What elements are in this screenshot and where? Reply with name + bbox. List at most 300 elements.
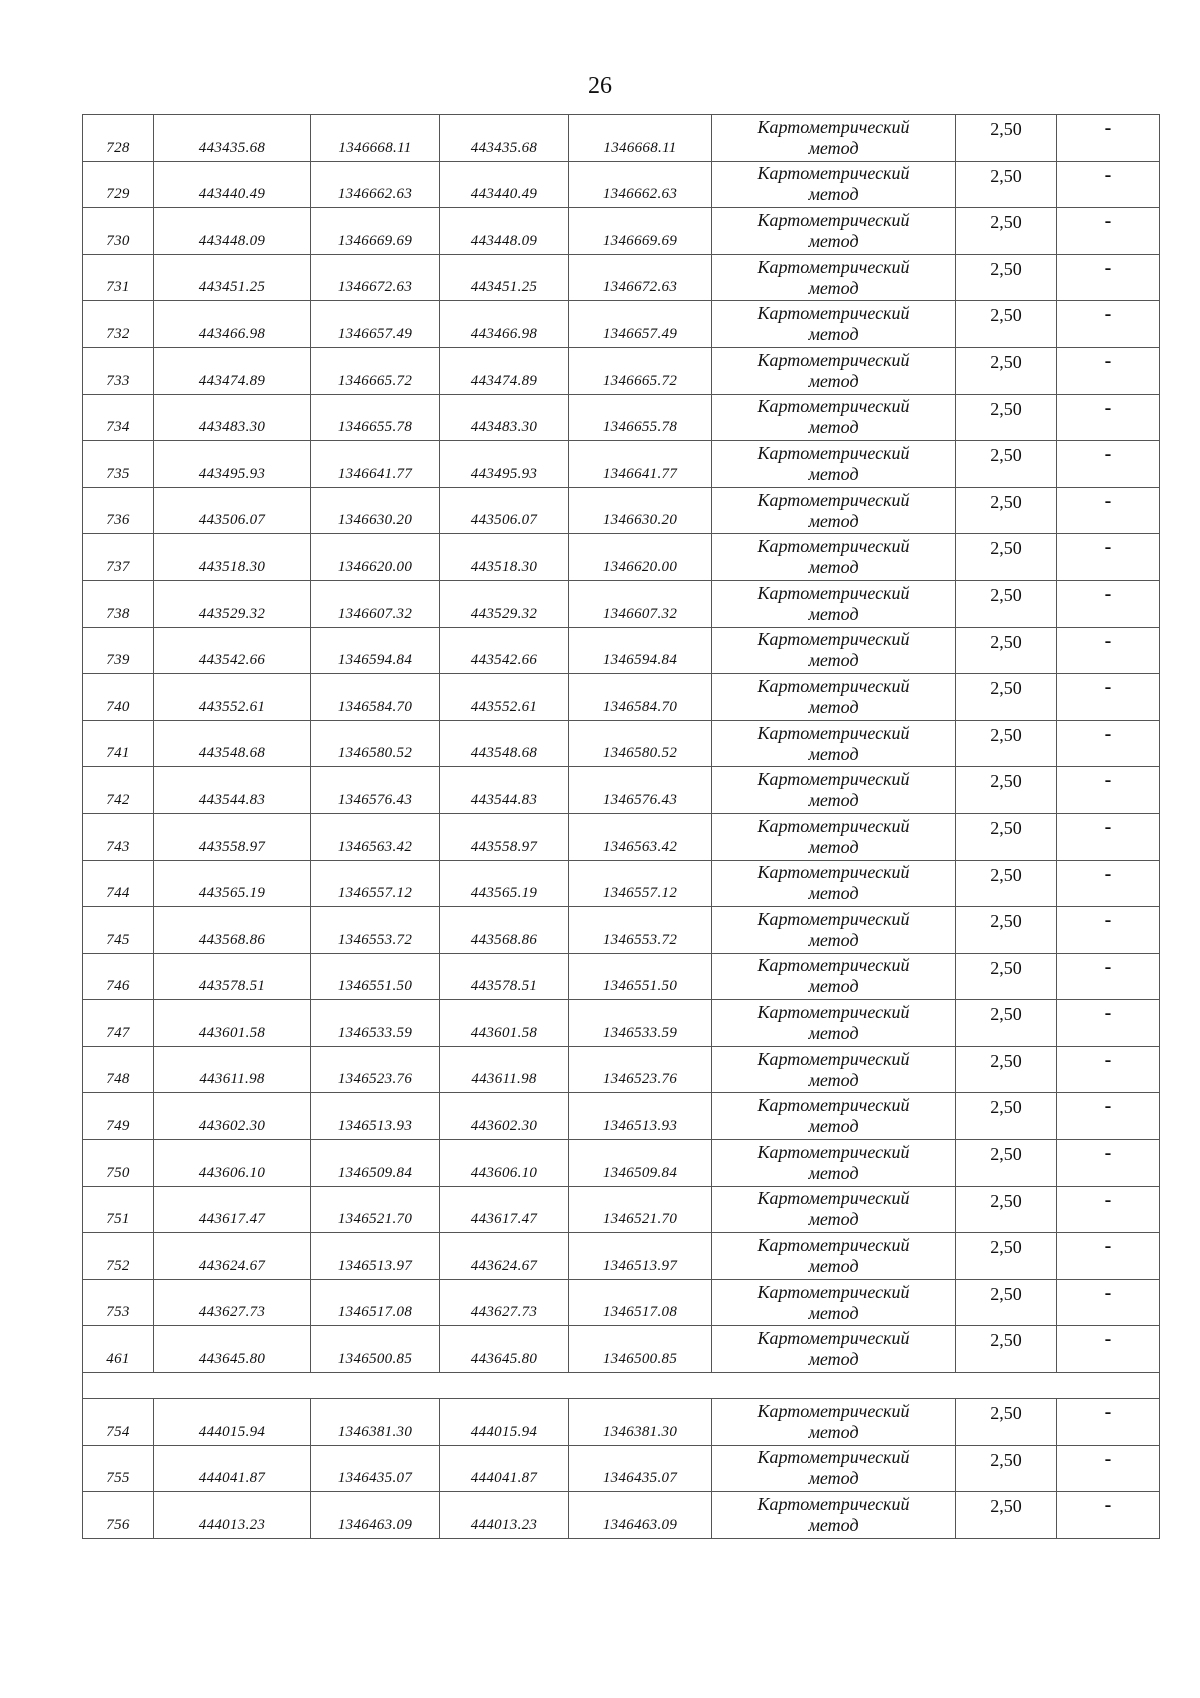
method-cell <box>712 1093 956 1140</box>
description-cell: - <box>1057 1492 1160 1539</box>
x-coordinate-cell: 443565.19 <box>154 860 311 907</box>
point-number-cell: 749 <box>83 1093 154 1140</box>
method-line-2: метод <box>808 929 859 950</box>
x-coordinate-cell: 443606.10 <box>154 1140 311 1187</box>
x-coordinate-new-cell: 443552.61 <box>440 674 569 721</box>
method-line-1: Картометрический <box>757 1188 910 1209</box>
method-cell <box>712 1445 956 1492</box>
y-coordinate-cell: 1346657.49 <box>311 301 440 348</box>
method-line-1: Картометрический <box>757 955 910 976</box>
method-cell <box>712 301 956 348</box>
x-coordinate-new-cell: 443565.19 <box>440 860 569 907</box>
x-coordinate-new-cell: 443435.68 <box>440 115 569 162</box>
y-coordinate-cell: 1346463.09 <box>311 1492 440 1539</box>
method-cell <box>712 347 956 394</box>
description-cell: - <box>1057 254 1160 301</box>
description-cell: - <box>1057 115 1160 162</box>
y-coordinate-new-cell: 1346584.70 <box>569 674 712 721</box>
method-line-1: Картометрический <box>757 815 910 836</box>
x-coordinate-cell: 443645.80 <box>154 1326 311 1373</box>
precision-cell: 2,50 <box>956 767 1057 814</box>
point-number-cell: 750 <box>83 1140 154 1187</box>
precision-cell: 2,50 <box>956 813 1057 860</box>
description-cell: - <box>1057 1000 1160 1047</box>
x-coordinate-cell: 443506.07 <box>154 487 311 534</box>
x-coordinate-cell: 443601.58 <box>154 1000 311 1047</box>
point-number-cell: 747 <box>83 1000 154 1047</box>
table-row <box>83 487 1160 534</box>
x-coordinate-new-cell: 443645.80 <box>440 1326 569 1373</box>
table-row <box>83 1046 1160 1093</box>
precision-cell: 2,50 <box>956 1186 1057 1233</box>
y-coordinate-cell: 1346662.63 <box>311 161 440 208</box>
x-coordinate-new-cell: 443617.47 <box>440 1186 569 1233</box>
method-line-2: метод <box>808 1421 859 1442</box>
y-coordinate-cell: 1346665.72 <box>311 347 440 394</box>
y-coordinate-cell: 1346668.11 <box>311 115 440 162</box>
precision-cell: 2,50 <box>956 860 1057 907</box>
description-cell: - <box>1057 1093 1160 1140</box>
description-cell: - <box>1057 720 1160 767</box>
precision-cell: 2,50 <box>956 674 1057 721</box>
y-coordinate-new-cell: 1346607.32 <box>569 580 712 627</box>
x-coordinate-new-cell: 443558.97 <box>440 813 569 860</box>
y-coordinate-cell: 1346509.84 <box>311 1140 440 1187</box>
x-coordinate-new-cell: 443529.32 <box>440 580 569 627</box>
method-cell <box>712 1492 956 1539</box>
point-number-cell: 738 <box>83 580 154 627</box>
method-cell <box>712 1279 956 1326</box>
method-cell <box>712 161 956 208</box>
method-line-2: метод <box>808 1349 859 1370</box>
point-number-cell: 754 <box>83 1399 154 1446</box>
table-row <box>83 161 1160 208</box>
y-coordinate-new-cell: 1346668.11 <box>569 115 712 162</box>
method-cell <box>712 394 956 441</box>
method-line-2: метод <box>808 463 859 484</box>
y-coordinate-cell: 1346641.77 <box>311 441 440 488</box>
point-number-cell: 728 <box>83 115 154 162</box>
table-row <box>83 907 1160 954</box>
y-coordinate-cell: 1346381.30 <box>311 1399 440 1446</box>
description-cell: - <box>1057 1186 1160 1233</box>
method-line-1: Картометрический <box>757 769 910 790</box>
x-coordinate-cell: 443448.09 <box>154 208 311 255</box>
description-cell: - <box>1057 627 1160 674</box>
point-number-cell: 742 <box>83 767 154 814</box>
y-coordinate-cell: 1346533.59 <box>311 1000 440 1047</box>
x-coordinate-cell: 443552.61 <box>154 674 311 721</box>
description-cell: - <box>1057 1279 1160 1326</box>
x-coordinate-new-cell: 443483.30 <box>440 394 569 441</box>
point-number-cell: 732 <box>83 301 154 348</box>
x-coordinate-cell: 443474.89 <box>154 347 311 394</box>
x-coordinate-cell: 443578.51 <box>154 953 311 1000</box>
description-cell: - <box>1057 394 1160 441</box>
x-coordinate-cell: 444015.94 <box>154 1399 311 1446</box>
method-cell <box>712 907 956 954</box>
x-coordinate-new-cell: 443624.67 <box>440 1233 569 1280</box>
method-line-1: Картометрический <box>757 163 910 184</box>
precision-cell: 2,50 <box>956 487 1057 534</box>
method-line-2: метод <box>808 1302 859 1323</box>
method-line-1: Картометрический <box>757 1328 910 1349</box>
y-coordinate-new-cell: 1346513.97 <box>569 1233 712 1280</box>
method-line-2: метод <box>808 510 859 531</box>
y-coordinate-new-cell: 1346630.20 <box>569 487 712 534</box>
point-number-cell: 736 <box>83 487 154 534</box>
y-coordinate-new-cell: 1346553.72 <box>569 907 712 954</box>
description-cell: - <box>1057 301 1160 348</box>
x-coordinate-new-cell: 443495.93 <box>440 441 569 488</box>
point-number-cell: 733 <box>83 347 154 394</box>
method-line-1: Картометрический <box>757 1281 910 1302</box>
method-line-1: Картометрический <box>757 722 910 743</box>
table-row <box>83 720 1160 767</box>
y-coordinate-cell: 1346584.70 <box>311 674 440 721</box>
y-coordinate-new-cell: 1346620.00 <box>569 534 712 581</box>
point-number-cell: 734 <box>83 394 154 441</box>
method-line-1: Картометрический <box>757 1048 910 1069</box>
method-line-2: метод <box>808 696 859 717</box>
y-coordinate-new-cell: 1346594.84 <box>569 627 712 674</box>
method-line-1: Картометрический <box>757 349 910 370</box>
method-cell <box>712 1233 956 1280</box>
method-line-1: Картометрический <box>757 536 910 557</box>
method-line-1: Картометрический <box>757 1494 910 1515</box>
y-coordinate-cell: 1346655.78 <box>311 394 440 441</box>
table-row <box>83 534 1160 581</box>
y-coordinate-new-cell: 1346517.08 <box>569 1279 712 1326</box>
x-coordinate-new-cell: 444015.94 <box>440 1399 569 1446</box>
x-coordinate-new-cell: 443606.10 <box>440 1140 569 1187</box>
y-coordinate-cell: 1346576.43 <box>311 767 440 814</box>
x-coordinate-cell: 443624.67 <box>154 1233 311 1280</box>
y-coordinate-new-cell: 1346509.84 <box>569 1140 712 1187</box>
table-row <box>83 1399 1160 1446</box>
x-coordinate-cell: 443627.73 <box>154 1279 311 1326</box>
point-number-cell: 739 <box>83 627 154 674</box>
x-coordinate-cell: 443529.32 <box>154 580 311 627</box>
page-number: 26 <box>588 73 612 99</box>
table-row <box>83 301 1160 348</box>
x-coordinate-cell: 443611.98 <box>154 1046 311 1093</box>
y-coordinate-new-cell: 1346662.63 <box>569 161 712 208</box>
y-coordinate-new-cell: 1346551.50 <box>569 953 712 1000</box>
description-cell: - <box>1057 441 1160 488</box>
table-row <box>83 1140 1160 1187</box>
table-row <box>83 627 1160 674</box>
precision-cell: 2,50 <box>956 1279 1057 1326</box>
x-coordinate-new-cell: 443518.30 <box>440 534 569 581</box>
y-coordinate-cell: 1346521.70 <box>311 1186 440 1233</box>
table-row <box>83 1233 1160 1280</box>
method-line-2: метод <box>808 1116 859 1137</box>
precision-cell: 2,50 <box>956 1233 1057 1280</box>
method-line-2: метод <box>808 230 859 251</box>
precision-cell: 2,50 <box>956 394 1057 441</box>
y-coordinate-cell: 1346435.07 <box>311 1445 440 1492</box>
x-coordinate-new-cell: 443440.49 <box>440 161 569 208</box>
y-coordinate-new-cell: 1346657.49 <box>569 301 712 348</box>
method-cell <box>712 441 956 488</box>
table-row <box>83 860 1160 907</box>
table-row <box>83 208 1160 255</box>
method-line-2: метод <box>808 976 859 997</box>
x-coordinate-new-cell: 443544.83 <box>440 767 569 814</box>
method-line-2: метод <box>808 743 859 764</box>
method-line-2: метод <box>808 1069 859 1090</box>
method-line-2: метод <box>808 1023 859 1044</box>
y-coordinate-cell: 1346594.84 <box>311 627 440 674</box>
x-coordinate-cell: 444041.87 <box>154 1445 311 1492</box>
method-line-1: Картометрический <box>757 442 910 463</box>
description-cell: - <box>1057 1140 1160 1187</box>
table-row <box>83 441 1160 488</box>
precision-cell: 2,50 <box>956 1093 1057 1140</box>
method-line-1: Картометрический <box>757 1095 910 1116</box>
method-line-1: Картометрический <box>757 1002 910 1023</box>
table-row <box>83 580 1160 627</box>
description-cell: - <box>1057 813 1160 860</box>
method-line-2: метод <box>808 790 859 811</box>
x-coordinate-new-cell: 444041.87 <box>440 1445 569 1492</box>
method-line-2: метод <box>808 137 859 158</box>
method-line-1: Картометрический <box>757 1235 910 1256</box>
description-cell: - <box>1057 1233 1160 1280</box>
coordinates-table <box>82 114 1160 1539</box>
precision-cell: 2,50 <box>956 1140 1057 1187</box>
method-line-2: метод <box>808 1209 859 1230</box>
x-coordinate-cell: 443617.47 <box>154 1186 311 1233</box>
precision-cell: 2,50 <box>956 301 1057 348</box>
precision-cell: 2,50 <box>956 254 1057 301</box>
y-coordinate-new-cell: 1346672.63 <box>569 254 712 301</box>
method-cell <box>712 580 956 627</box>
point-number-cell: 753 <box>83 1279 154 1326</box>
x-coordinate-cell: 443542.66 <box>154 627 311 674</box>
precision-cell: 2,50 <box>956 1046 1057 1093</box>
point-number-cell: 748 <box>83 1046 154 1093</box>
method-line-1: Картометрический <box>757 582 910 603</box>
point-number-cell: 743 <box>83 813 154 860</box>
table-row <box>83 767 1160 814</box>
precision-cell: 2,50 <box>956 347 1057 394</box>
description-cell: - <box>1057 953 1160 1000</box>
y-coordinate-new-cell: 1346500.85 <box>569 1326 712 1373</box>
y-coordinate-new-cell: 1346563.42 <box>569 813 712 860</box>
x-coordinate-cell: 443568.86 <box>154 907 311 954</box>
y-coordinate-new-cell: 1346665.72 <box>569 347 712 394</box>
method-line-2: метод <box>808 836 859 857</box>
point-number-cell: 752 <box>83 1233 154 1280</box>
x-coordinate-new-cell: 443568.86 <box>440 907 569 954</box>
y-coordinate-new-cell: 1346513.93 <box>569 1093 712 1140</box>
x-coordinate-cell: 443518.30 <box>154 534 311 581</box>
y-coordinate-new-cell: 1346435.07 <box>569 1445 712 1492</box>
y-coordinate-cell: 1346620.00 <box>311 534 440 581</box>
description-cell: - <box>1057 580 1160 627</box>
x-coordinate-cell: 443466.98 <box>154 301 311 348</box>
method-line-1: Картометрический <box>757 256 910 277</box>
y-coordinate-cell: 1346551.50 <box>311 953 440 1000</box>
x-coordinate-new-cell: 443602.30 <box>440 1093 569 1140</box>
method-line-1: Картометрический <box>757 303 910 324</box>
contour-separator-row <box>83 1373 1160 1399</box>
method-line-2: метод <box>808 1256 859 1277</box>
method-cell <box>712 208 956 255</box>
method-line-2: метод <box>808 184 859 205</box>
x-coordinate-new-cell: 443474.89 <box>440 347 569 394</box>
method-line-2: метод <box>808 883 859 904</box>
point-number-cell: 746 <box>83 953 154 1000</box>
x-coordinate-cell: 443548.68 <box>154 720 311 767</box>
y-coordinate-cell: 1346630.20 <box>311 487 440 534</box>
method-cell <box>712 720 956 767</box>
method-line-1: Картометрический <box>757 489 910 510</box>
table-row <box>83 394 1160 441</box>
y-coordinate-cell: 1346580.52 <box>311 720 440 767</box>
precision-cell: 2,50 <box>956 1326 1057 1373</box>
table-row <box>83 254 1160 301</box>
method-line-2: метод <box>808 557 859 578</box>
method-line-2: метод <box>808 1515 859 1536</box>
x-coordinate-new-cell: 443627.73 <box>440 1279 569 1326</box>
method-cell <box>712 254 956 301</box>
y-coordinate-new-cell: 1346523.76 <box>569 1046 712 1093</box>
table-row <box>83 347 1160 394</box>
x-coordinate-new-cell: 443451.25 <box>440 254 569 301</box>
description-cell: - <box>1057 208 1160 255</box>
precision-cell: 2,50 <box>956 115 1057 162</box>
description-cell: - <box>1057 860 1160 907</box>
table-row <box>83 1093 1160 1140</box>
description-cell: - <box>1057 907 1160 954</box>
method-cell <box>712 1326 956 1373</box>
x-coordinate-new-cell: 443601.58 <box>440 1000 569 1047</box>
y-coordinate-new-cell: 1346381.30 <box>569 1399 712 1446</box>
precision-cell: 2,50 <box>956 1000 1057 1047</box>
method-cell <box>712 1140 956 1187</box>
method-line-1: Картометрический <box>757 396 910 417</box>
x-coordinate-new-cell: 443466.98 <box>440 301 569 348</box>
description-cell: - <box>1057 767 1160 814</box>
precision-cell: 2,50 <box>956 953 1057 1000</box>
x-coordinate-new-cell: 443611.98 <box>440 1046 569 1093</box>
method-line-2: метод <box>808 324 859 345</box>
precision-cell: 2,50 <box>956 1492 1057 1539</box>
method-line-2: метод <box>808 370 859 391</box>
method-line-1: Картометрический <box>757 1141 910 1162</box>
y-coordinate-new-cell: 1346641.77 <box>569 441 712 488</box>
contour-separator-cell <box>83 1373 1160 1399</box>
description-cell: - <box>1057 1046 1160 1093</box>
table-row <box>83 1445 1160 1492</box>
point-number-cell: 751 <box>83 1186 154 1233</box>
precision-cell: 2,50 <box>956 627 1057 674</box>
point-number-cell: 745 <box>83 907 154 954</box>
precision-cell: 2,50 <box>956 441 1057 488</box>
description-cell: - <box>1057 674 1160 721</box>
x-coordinate-cell: 443483.30 <box>154 394 311 441</box>
y-coordinate-cell: 1346500.85 <box>311 1326 440 1373</box>
description-cell: - <box>1057 534 1160 581</box>
y-coordinate-new-cell: 1346521.70 <box>569 1186 712 1233</box>
x-coordinate-cell: 443544.83 <box>154 767 311 814</box>
method-cell <box>712 627 956 674</box>
point-number-cell: 740 <box>83 674 154 721</box>
method-line-2: метод <box>808 417 859 438</box>
y-coordinate-new-cell: 1346655.78 <box>569 394 712 441</box>
y-coordinate-new-cell: 1346557.12 <box>569 860 712 907</box>
y-coordinate-new-cell: 1346533.59 <box>569 1000 712 1047</box>
point-number-cell: 461 <box>83 1326 154 1373</box>
y-coordinate-cell: 1346517.08 <box>311 1279 440 1326</box>
y-coordinate-cell: 1346672.63 <box>311 254 440 301</box>
table-row <box>83 953 1160 1000</box>
point-number-cell: 737 <box>83 534 154 581</box>
method-line-1: Картометрический <box>757 675 910 696</box>
x-coordinate-new-cell: 443506.07 <box>440 487 569 534</box>
precision-cell: 2,50 <box>956 1445 1057 1492</box>
description-cell: - <box>1057 347 1160 394</box>
x-coordinate-cell: 443558.97 <box>154 813 311 860</box>
x-coordinate-new-cell: 443542.66 <box>440 627 569 674</box>
method-line-1: Картометрический <box>757 908 910 929</box>
y-coordinate-cell: 1346513.97 <box>311 1233 440 1280</box>
table-row <box>83 1326 1160 1373</box>
method-cell <box>712 767 956 814</box>
y-coordinate-new-cell: 1346463.09 <box>569 1492 712 1539</box>
y-coordinate-cell: 1346513.93 <box>311 1093 440 1140</box>
table-row <box>83 115 1160 162</box>
x-coordinate-new-cell: 444013.23 <box>440 1492 569 1539</box>
point-number-cell: 755 <box>83 1445 154 1492</box>
point-number-cell: 729 <box>83 161 154 208</box>
point-number-cell: 735 <box>83 441 154 488</box>
point-number-cell: 756 <box>83 1492 154 1539</box>
y-coordinate-cell: 1346553.72 <box>311 907 440 954</box>
precision-cell: 2,50 <box>956 534 1057 581</box>
method-line-2: метод <box>808 1162 859 1183</box>
precision-cell: 2,50 <box>956 1399 1057 1446</box>
y-coordinate-cell: 1346523.76 <box>311 1046 440 1093</box>
method-cell <box>712 813 956 860</box>
method-line-2: метод <box>808 1468 859 1489</box>
method-cell <box>712 674 956 721</box>
coordinates-table-body <box>83 115 1160 1539</box>
precision-cell: 2,50 <box>956 720 1057 767</box>
x-coordinate-new-cell: 443548.68 <box>440 720 569 767</box>
description-cell: - <box>1057 1445 1160 1492</box>
y-coordinate-new-cell: 1346580.52 <box>569 720 712 767</box>
method-cell <box>712 953 956 1000</box>
method-cell <box>712 1399 956 1446</box>
method-cell <box>712 1000 956 1047</box>
method-cell <box>712 115 956 162</box>
point-number-cell: 744 <box>83 860 154 907</box>
x-coordinate-new-cell: 443578.51 <box>440 953 569 1000</box>
x-coordinate-cell: 444013.23 <box>154 1492 311 1539</box>
precision-cell: 2,50 <box>956 161 1057 208</box>
table-row <box>83 674 1160 721</box>
x-coordinate-cell: 443495.93 <box>154 441 311 488</box>
method-cell <box>712 1186 956 1233</box>
method-cell <box>712 860 956 907</box>
method-cell <box>712 534 956 581</box>
method-line-1: Картометрический <box>757 209 910 230</box>
point-number-cell: 731 <box>83 254 154 301</box>
